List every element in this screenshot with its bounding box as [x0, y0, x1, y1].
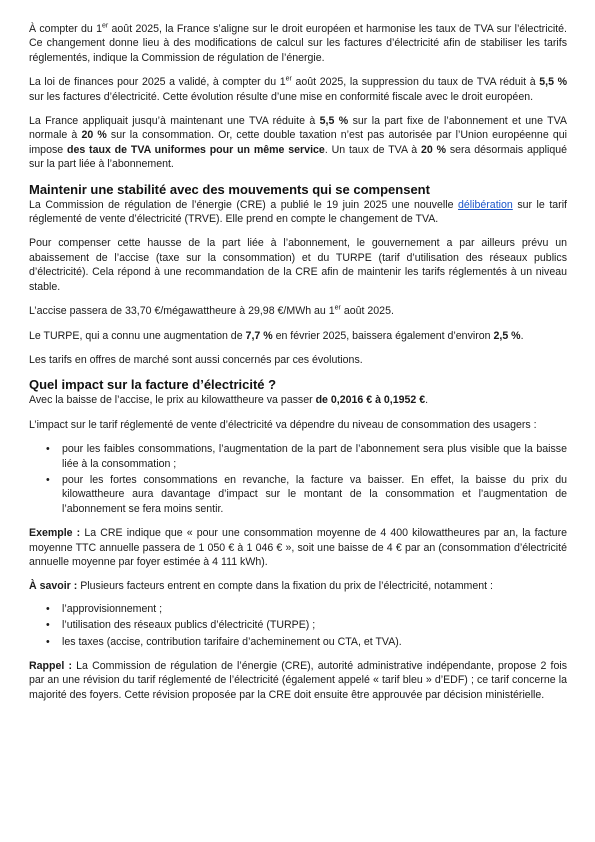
list-item: • pour les fortes consommations en revanche, la facture va baisser. En effet, la baisse du prix du kilowattheure aura davantage d’impact sur le montant de la consommation et l’augmentation de l’abonnement se fera moins sentir.	[62, 473, 567, 516]
text: L’accise passera de 33,70 €/mégawattheure à 29,98 €/MWh au 1	[29, 305, 335, 318]
text: À compter du 1	[29, 23, 102, 35]
intro-paragraph-3	[29, 114, 567, 172]
consumption-impact-list	[29, 442, 567, 516]
list-item: • l’utilisation des réseaux publics d’électricité (TURPE) ;	[62, 618, 567, 632]
text: sur les factures d’électricité. Cette évolution résulte d’une mise en conformité fiscale avec le droit européen.	[29, 90, 534, 103]
example-label: Exemple :	[29, 527, 81, 540]
text: La loi de finances pour 2025 a validé, à compter du 1	[29, 76, 286, 89]
rappel-paragraph	[29, 659, 567, 702]
intro-paragraph-1	[29, 22, 567, 65]
text: sur la consommation. Or, cette double taxation n’est pas autorisée par l’Union européenne qui impose	[29, 129, 567, 156]
example-paragraph	[29, 526, 567, 569]
section1-paragraph-1	[29, 198, 567, 227]
bold-text: 20 %	[420, 143, 446, 156]
list-item: • les taxes (accise, contribution tarifaire d’acheminement ou CTA, et TVA).	[62, 635, 567, 649]
section-heading-stability: Maintenir une stabilité avec des mouvements qui se compensent	[29, 181, 430, 197]
section1-paragraph-4	[29, 329, 567, 343]
bold-text: 2,5 %	[493, 329, 521, 342]
text: . Un taux de TVA à	[324, 143, 421, 156]
bold-text: 5,5 %	[539, 76, 568, 89]
bold-text: 20 %	[81, 129, 107, 142]
deliberation-link[interactable]: délibération	[458, 198, 513, 211]
list-item: • l’approvisionnement ;	[62, 602, 567, 616]
savoir-paragraph	[29, 579, 567, 593]
article-body	[29, 22, 567, 712]
bold-text: 7,7 %	[245, 329, 273, 342]
section1-paragraph-5: Les tarifs en offres de marché sont aussi concernés par ces évolutions.	[29, 353, 363, 366]
section1-paragraph-3	[29, 304, 567, 318]
superscript: er	[101, 22, 109, 30]
text: sur le tarif réglementé de vente d’électricité (TRVE). Elle prend en compte le changement de TVA.	[29, 198, 567, 226]
section-heading-impact: Quel impact sur la facture d’électricité ?	[29, 377, 277, 393]
text: sera désormais appliqué sur la part liée à l’abonnement.	[29, 143, 567, 171]
section2-paragraph-1	[29, 393, 567, 407]
text: La France appliquait jusqu’à maintenant une TVA réduite à	[29, 115, 320, 128]
rappel-label: Rappel :	[29, 660, 72, 672]
text: août 2025, la suppression du taux de TVA réduit à	[291, 76, 540, 89]
text: en février 2025, baissera également d’environ	[272, 329, 494, 342]
text: .	[425, 394, 429, 407]
text: La Commission de régulation de l’énergie (CRE) a publié le 19 juin 2025 une nouvelle	[29, 198, 458, 211]
bold-text: des taux de TVA uniformes pour un même service	[66, 143, 325, 156]
text: Plusieurs facteurs entrent en compte dans la fixation du prix de l’électricité, notamment :	[77, 580, 493, 593]
text: août 2025, la France s’aligne sur le droit européen et harmonise les taux de TVA sur l’électricité. Ce changement donne lieu à des modifications de calcul sur les factures d’électricité afin de stabiliser les tarifs réglementés, indique la Commission de régulation de l’énergie.	[29, 23, 567, 64]
savoir-label: À savoir :	[29, 580, 78, 593]
text: août 2025.	[340, 305, 394, 318]
text: .	[520, 329, 524, 342]
bold-text: de 0,2016 € à 0,1952 €	[315, 394, 426, 407]
text: Le TURPE, qui a connu une augmentation de	[29, 329, 246, 342]
price-factors-list	[29, 602, 567, 649]
text: La CRE indique que « pour une consommation moyenne de 4 400 kilowattheures par an, la facture moyenne TTC annuelle passera de 1 050 € à 1 046 € », soit une baisse de 4 € par an (consommation d’électricité annuelle moyenne par foyer estimée à 4 111 kWh).	[29, 527, 567, 568]
list-item: • pour les faibles consommations, l’augmentation de la part de l’abonnement sera plus visible que la baisse liée à la consommation ;	[62, 442, 567, 471]
text: La Commission de régulation de l’énergie (CRE), autorité administrative indépendante, propose 2 fois par an une révision du tarif réglementé de l’électricité (également appelé « tarif bleu » d’EDF) ; ce tarif concerne la majorité des foyers. Cette révision proposée par la CRE doit ensuite être approuvée par décision ministérielle.	[29, 660, 567, 701]
text: Avec la baisse de l’accise, le prix au kilowattheure va passer	[29, 394, 316, 407]
section2-paragraph-2: L’impact sur le tarif réglementé de vente d’électricité va dépendre du niveau de consommation des usagers :	[29, 418, 537, 431]
superscript: er	[334, 304, 341, 312]
text: sur la part fixe de l’abonnement et une TVA normale à	[29, 115, 567, 142]
superscript: er	[285, 75, 292, 83]
intro-paragraph-2	[29, 75, 567, 104]
bold-text: 5,5 %	[319, 115, 349, 128]
section1-paragraph-2: Pour compenser cette hausse de la part liée à l’abonnement, le gouvernement a par ailleurs prévu un abaissement de l’accise (taxe sur la consommation) et du TURPE (tarif d’utilisation des réseaux publics d’électricité). Cela répond à une recommandation de la CRE afin de maintenir les tarifs réglementés à un niveau stable.	[29, 237, 567, 293]
